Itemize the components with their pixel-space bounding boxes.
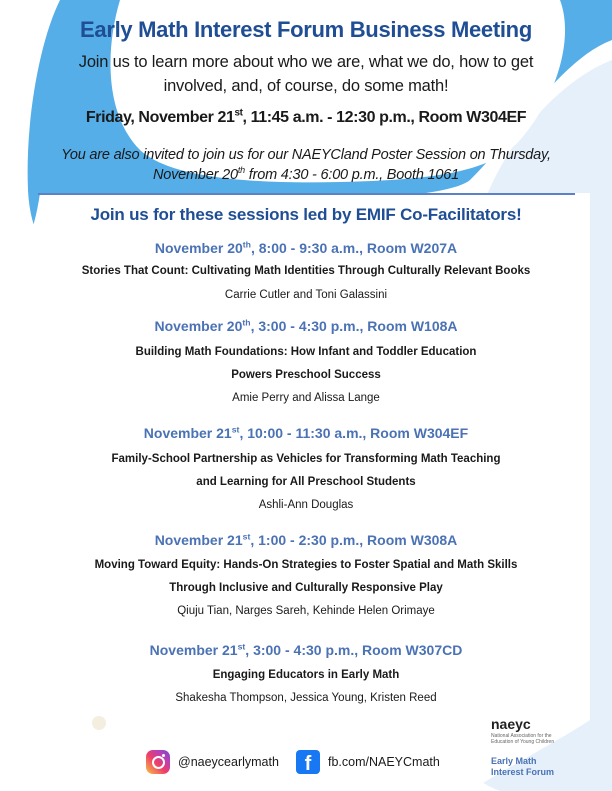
session-2-datetime: November 20th, 3:00 - 4:30 p.m., Room W108A <box>154 317 458 334</box>
facebook-url: fb.com/NAEYCmath <box>328 755 440 769</box>
page-title: Early Math Interest Forum Business Meeting <box>80 17 532 42</box>
session-2-presenters: Amie Perry and Alissa Lange <box>232 392 380 404</box>
session-4-datetime: November 21st, 1:00 - 2:30 p.m., Room W308A <box>154 531 458 548</box>
naeyc-logo-subtitle-1: National Association for the <box>491 733 552 739</box>
poster-invite-line-1: You are also invited to join us for our NAEYCland Poster Session on Thursday, <box>61 147 551 163</box>
session-5-datetime: November 21st, 3:00 - 4:30 p.m., Room W307CD <box>149 641 463 658</box>
session-5-presenters: Shakesha Thompson, Jessica Young, Kristen Reed <box>175 692 437 704</box>
session-4-title-line-1: Moving Toward Equity: Hands-On Strategies to Foster Spatial and Math Skills <box>94 559 518 571</box>
forum-name-line-1: Early Math <box>491 756 537 766</box>
session-3-title-line-1: Family-School Partnership as Vehicles for Transforming Math Teaching <box>111 453 501 465</box>
sessions-heading: Join us for these sessions led by EMIF Co-Facilitators! <box>90 205 522 224</box>
session-1-presenters: Carrie Cutler and Toni Galassini <box>224 289 388 301</box>
session-2-title-line-1: Building Math Foundations: How Infant and Toddler Education <box>135 346 477 358</box>
session-3-presenters: Ashli-Ann Douglas <box>258 499 354 511</box>
meeting-details: Friday, November 21st, 11:45 a.m. - 12:30 p.m., Room W304EF <box>85 107 527 126</box>
instagram-icon <box>146 750 170 774</box>
session-1-title: Stories That Count: Cultivating Math Identities Through Culturally Relevant Books <box>81 265 531 277</box>
session-4-presenters: Qiuju Tian, Narges Sareh, Kehinde Helen Orimaye <box>177 605 435 617</box>
section-divider <box>38 193 575 195</box>
session-1-datetime: November 20th, 8:00 - 9:30 a.m., Room W207A <box>154 239 458 256</box>
poster-invite-line-2: November 20th from 4:30 - 6:00 p.m., Booth 1061 <box>153 165 459 183</box>
intro-line-2: involved, and, of course, do some math! <box>163 77 449 95</box>
instagram-handle: @naeycearlymath <box>178 755 279 769</box>
session-4-title-line-2: Through Inclusive and Culturally Responsive Play <box>169 582 443 594</box>
session-5-title: Engaging Educators in Early Math <box>212 669 400 681</box>
facebook-link[interactable] <box>296 750 440 774</box>
naeyc-logo-subtitle-2: Education of Young Children <box>491 739 555 745</box>
session-3-title-line-2: and Learning for All Preschool Students <box>196 476 416 488</box>
naeyc-logo: naeyc <box>491 716 531 732</box>
facebook-icon: f <box>296 750 320 774</box>
intro-line-1: Join us to learn more about who we are, what we do, how to get <box>78 53 534 71</box>
session-2-title-line-2: Powers Preschool Success <box>231 369 381 381</box>
session-3-datetime: November 21st, 10:00 - 11:30 a.m., Room W304EF <box>143 424 469 441</box>
forum-name-line-2: Interest Forum <box>491 767 555 777</box>
instagram-link[interactable] <box>146 750 279 774</box>
